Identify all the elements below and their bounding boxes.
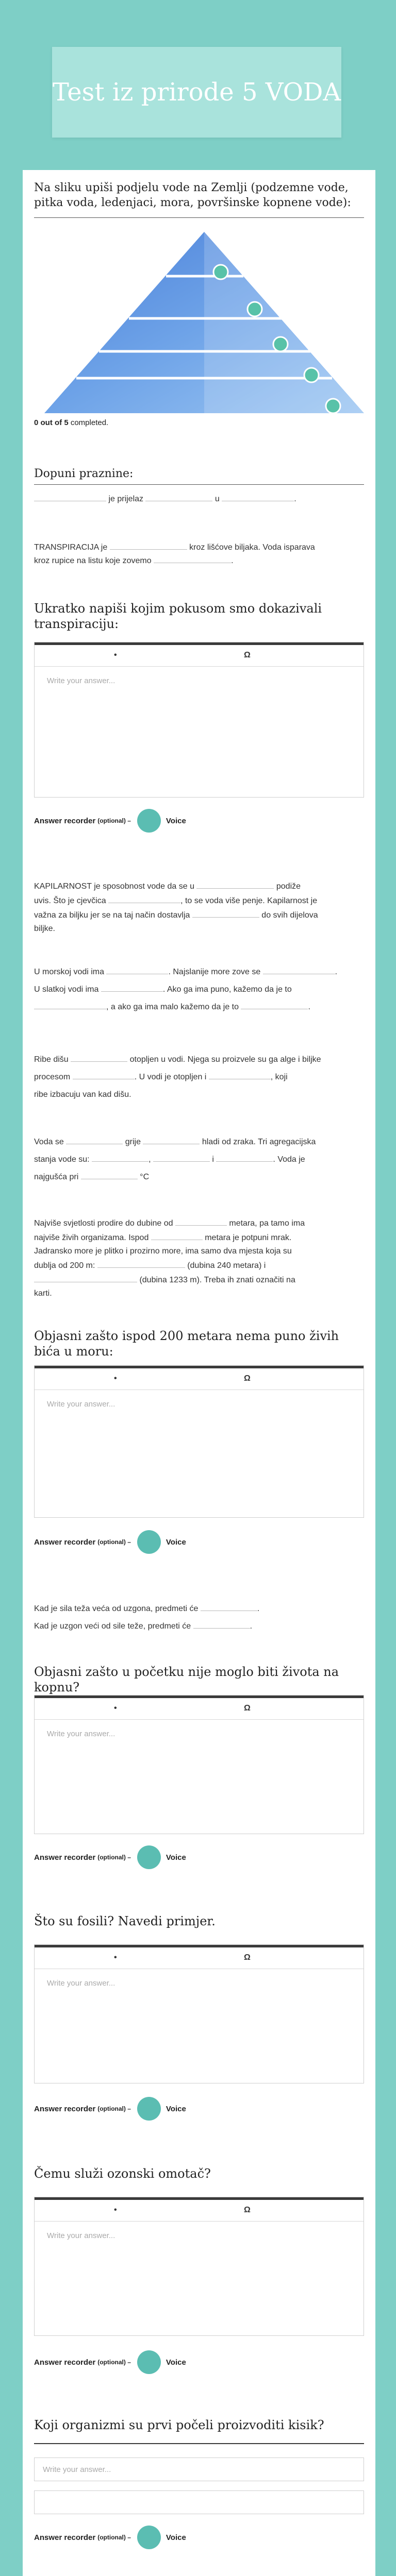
recorder-label: Answer recorder — [34, 1537, 96, 1547]
symbol-button[interactable]: Ω — [244, 1953, 251, 1962]
answer-toolbar — [35, 2197, 364, 2222]
q8-text-part: Jadransko more je plitko i prozirno more, ima samo dva mjesta koja su — [34, 1247, 292, 1256]
q7-text-part: najgušća pri — [34, 1173, 81, 1181]
q1-prompt: Na sliku upiši podjelu vode na Zemlji (podzemne vode, pitka voda, ledenjaci, mora, površinske kopnene vode): — [34, 181, 351, 209]
blank-input[interactable] — [34, 999, 106, 1009]
answer-recorder — [34, 2097, 186, 2121]
text-input[interactable] — [34, 2490, 364, 2514]
divider — [34, 2443, 364, 2444]
blank-input[interactable] — [241, 999, 308, 1009]
q8-text-part: najviše živih organizama. Ispod — [34, 1233, 151, 1242]
hotspot-2[interactable] — [248, 302, 262, 316]
blank-input[interactable] — [97, 1258, 185, 1268]
recorder-label: Answer recorder — [34, 1853, 96, 1862]
blank-input[interactable] — [108, 893, 180, 903]
q7-text-part: grije — [123, 1138, 143, 1146]
bullet-button[interactable]: • — [114, 1374, 117, 1383]
recorder-optional: (optional) – — [97, 2105, 131, 2112]
q7-text-part: stanja vode su: — [34, 1155, 92, 1164]
blank-input[interactable] — [81, 1170, 138, 1179]
input-placeholder: Write your answer... — [43, 2465, 111, 2474]
q12-title: Što su fosili? Navedi primjer. — [34, 1914, 216, 1928]
recorder-label: Answer recorder — [34, 2358, 96, 2367]
q6-text-part: procesom — [34, 1073, 73, 1081]
bullet-button[interactable]: • — [114, 1953, 117, 1962]
recorder-optional: (optional) – — [97, 2359, 131, 2366]
answer-placeholder: Write your answer... — [47, 676, 116, 685]
blank-input[interactable] — [192, 908, 259, 918]
q10-text-part: Kad je sila teža veća od uzgona, predmeti će — [34, 1604, 201, 1613]
recorder-optional: (optional) – — [97, 817, 131, 824]
q4-text-part: do svih dijelova — [259, 911, 318, 920]
q2-text: kroz rupice na listu koje zovemo — [34, 556, 154, 565]
hotspot-4[interactable] — [304, 368, 319, 382]
blank-input[interactable] — [151, 1230, 203, 1240]
q2-line2 — [34, 540, 364, 554]
q5-text-part: , a ako ga ima malo kažemo da je to — [106, 1003, 241, 1011]
q4-text-part: uvis. Što je cjevčica — [34, 896, 109, 905]
bullet-button[interactable]: • — [114, 1704, 117, 1713]
blank-input[interactable] — [263, 964, 338, 976]
blank-input[interactable] — [106, 964, 168, 974]
q8-text-part: (dubina 1233 m). Treba ih znati označiti na — [137, 1276, 295, 1284]
q11-title: Objasni zašto u početku nije moglo biti života na kopnu? — [34, 1665, 339, 1694]
q13-title: Čemu služi ozonski omotač? — [34, 2166, 211, 2181]
recorder-optional: (optional) – — [97, 1854, 131, 1861]
microphone-icon[interactable] — [137, 2526, 161, 2549]
blank-input[interactable] — [209, 1070, 271, 1079]
blank-input[interactable] — [193, 1619, 253, 1631]
q5-text-part: . Najslanije more zove se — [168, 968, 263, 976]
q4-text-part: važna za biljku jer se na taj način dostavlja — [34, 911, 192, 920]
q10-text-part: Kad je uzgon veći od sile teže, predmeti će — [34, 1622, 193, 1631]
blank-input[interactable] — [92, 1152, 148, 1162]
microphone-icon[interactable] — [137, 2097, 161, 2121]
q6-text-part: . U vodi je otopljen i — [134, 1073, 209, 1081]
q7-text-part: . Voda je — [273, 1155, 305, 1164]
hotspot-1[interactable] — [213, 265, 228, 279]
progress-suffix: completed. — [68, 418, 109, 427]
q4-text-part: biljke. — [34, 924, 55, 933]
text-input[interactable] — [34, 2458, 364, 2481]
recorder-label: Answer recorder — [34, 2533, 96, 2542]
q7-text-part: hladi od zraka. Tri agregacijska — [200, 1138, 316, 1146]
blank-input[interactable] — [101, 982, 163, 992]
divider — [34, 484, 364, 485]
blank-input[interactable] — [66, 1134, 123, 1144]
q5-text-part: . — [308, 1003, 310, 1011]
page-title: Test iz prirode 5 VODA — [52, 78, 341, 107]
q7-text-part: °C — [137, 1173, 150, 1181]
hotspot-5[interactable] — [326, 399, 340, 413]
q6-text-part: otopljen u vodi. Njega su proizvele su ga alge i biljke — [127, 1055, 321, 1064]
answer-recorder — [34, 809, 186, 833]
bullet-button[interactable]: • — [114, 651, 117, 659]
q5-text-part: . — [335, 968, 338, 976]
q10-text — [34, 1600, 364, 1635]
q8-text-part: (dubina 240 metara) i — [185, 1261, 266, 1270]
symbol-button[interactable]: Ω — [244, 1374, 251, 1383]
recorder-optional: (optional) – — [97, 2534, 131, 2541]
blank-input[interactable] — [222, 492, 294, 501]
blank-input[interactable] — [201, 1601, 260, 1613]
q5-text-part: U morskoj vodi ima — [34, 968, 107, 976]
recorder-label: Answer recorder — [34, 816, 96, 825]
answer-recorder — [34, 2526, 186, 2549]
q9-title: Objasni zašto ispod 200 metara nema puno živih bića u moru: — [34, 1329, 339, 1359]
blank-input[interactable] — [154, 553, 234, 565]
answer-recorder — [34, 1845, 186, 1869]
q8-text-part: metara, pa tamo ima — [226, 1219, 305, 1228]
water-pyramid — [34, 232, 364, 413]
answer-box[interactable] — [34, 1695, 364, 1834]
q4-text-part: , to se voda više penje. Kapilarnost je — [180, 896, 318, 905]
answer-placeholder: Write your answer... — [47, 1979, 116, 1988]
answer-box[interactable] — [34, 2197, 364, 2336]
q2-text: je prijelaz — [106, 495, 146, 503]
progress-indicator — [34, 418, 108, 427]
q4-text-part: podiže — [274, 882, 301, 891]
q6-text-part: , koji — [270, 1073, 288, 1081]
blank-input[interactable] — [34, 492, 106, 501]
symbol-button[interactable]: Ω — [244, 651, 251, 659]
title-card — [52, 47, 341, 138]
q10-text-part: . — [257, 1604, 260, 1613]
q6-text-part: ribe izbacuju van kad dišu. — [34, 1090, 131, 1099]
q6-text — [34, 1051, 364, 1104]
blank-input[interactable] — [73, 1070, 135, 1079]
symbol-button[interactable]: Ω — [244, 1704, 251, 1713]
symbol-button[interactable]: Ω — [244, 2206, 251, 2214]
q7-text-part: i — [209, 1155, 217, 1164]
blank-input[interactable] — [153, 1152, 210, 1162]
answer-placeholder: Write your answer... — [47, 1400, 116, 1409]
progress-count: 0 out of 5 — [34, 418, 69, 427]
q8-text-part: dublja od 200 m: — [34, 1261, 97, 1270]
recorder-optional: (optional) – — [97, 1538, 131, 1546]
q8-text-part: metara je potpuni mrak. — [202, 1233, 292, 1242]
answer-placeholder: Write your answer... — [47, 1730, 116, 1738]
voice-label: Voice — [166, 2533, 186, 2542]
answer-toolbar — [35, 1696, 364, 1720]
answer-recorder — [34, 2350, 186, 2374]
answer-box[interactable] — [34, 1944, 364, 2083]
q2-text: . — [294, 495, 296, 503]
q4-text-part: KAPILARNOST je sposobnost vode da se u — [34, 882, 197, 891]
q7-text-part: Voda se — [34, 1138, 67, 1146]
answer-recorder — [34, 1530, 186, 1554]
voice-label: Voice — [166, 2358, 186, 2367]
answer-placeholder: Write your answer... — [47, 2231, 116, 2240]
blank-input[interactable] — [71, 1052, 127, 1062]
q2-title: Dopuni praznine: — [34, 467, 134, 480]
q2-text: TRANSPIRACIJA je — [34, 543, 110, 552]
q2-text: kroz lišćove biljaka. Voda isparava — [187, 543, 315, 552]
blank-input[interactable] — [145, 492, 212, 501]
q7-text — [34, 1133, 364, 1186]
voice-label: Voice — [166, 816, 186, 825]
q5-text — [34, 963, 364, 1016]
answer-toolbar — [35, 1366, 364, 1390]
q2-text: . — [231, 556, 234, 565]
q4-text — [34, 879, 364, 936]
microphone-icon[interactable] — [137, 809, 161, 833]
q2-text: u — [212, 495, 222, 503]
voice-label: Voice — [166, 1537, 186, 1547]
microphone-icon[interactable] — [137, 2350, 161, 2374]
q2-line3 — [34, 553, 364, 568]
blank-input[interactable] — [196, 879, 274, 889]
hotspot-3[interactable] — [273, 337, 288, 351]
q8-text — [34, 1216, 364, 1300]
blank-input[interactable] — [110, 540, 187, 550]
q5-text-part: . Ako ga ima puno, kažemo da je to — [162, 985, 292, 994]
voice-label: Voice — [166, 1853, 186, 1862]
q8-text-part: karti. — [34, 1289, 52, 1298]
divider — [34, 217, 364, 218]
q14-title: Koji organizmi su prvi počeli proizvoditi kisik? — [34, 2418, 324, 2432]
q3-title: Ukratko napiši kojim pokusom smo dokazivali transpiraciju: — [34, 601, 322, 631]
answer-toolbar — [35, 642, 364, 667]
answer-box[interactable] — [34, 642, 364, 798]
blank-input[interactable] — [34, 1273, 137, 1282]
answer-box[interactable] — [34, 1365, 364, 1518]
blank-input[interactable] — [175, 1216, 227, 1226]
q5-text-part: U slatkoj vodi ima — [34, 985, 101, 994]
blank-input[interactable] — [216, 1152, 273, 1162]
recorder-label: Answer recorder — [34, 2104, 96, 2113]
voice-label: Voice — [166, 2104, 186, 2113]
q2-line1 — [34, 492, 364, 506]
microphone-icon[interactable] — [137, 1845, 161, 1869]
answer-toolbar — [35, 1945, 364, 1969]
worksheet — [23, 170, 375, 2576]
q6-text-part: Ribe dišu — [34, 1055, 71, 1064]
microphone-icon[interactable] — [137, 1530, 161, 1554]
bullet-button[interactable]: • — [114, 2206, 117, 2214]
q10-text-part: . — [250, 1622, 253, 1631]
q8-text-part: Najviše svjetlosti prodire do dubine od — [34, 1219, 175, 1228]
blank-input[interactable] — [143, 1134, 200, 1144]
q7-text-part: , — [148, 1155, 153, 1164]
